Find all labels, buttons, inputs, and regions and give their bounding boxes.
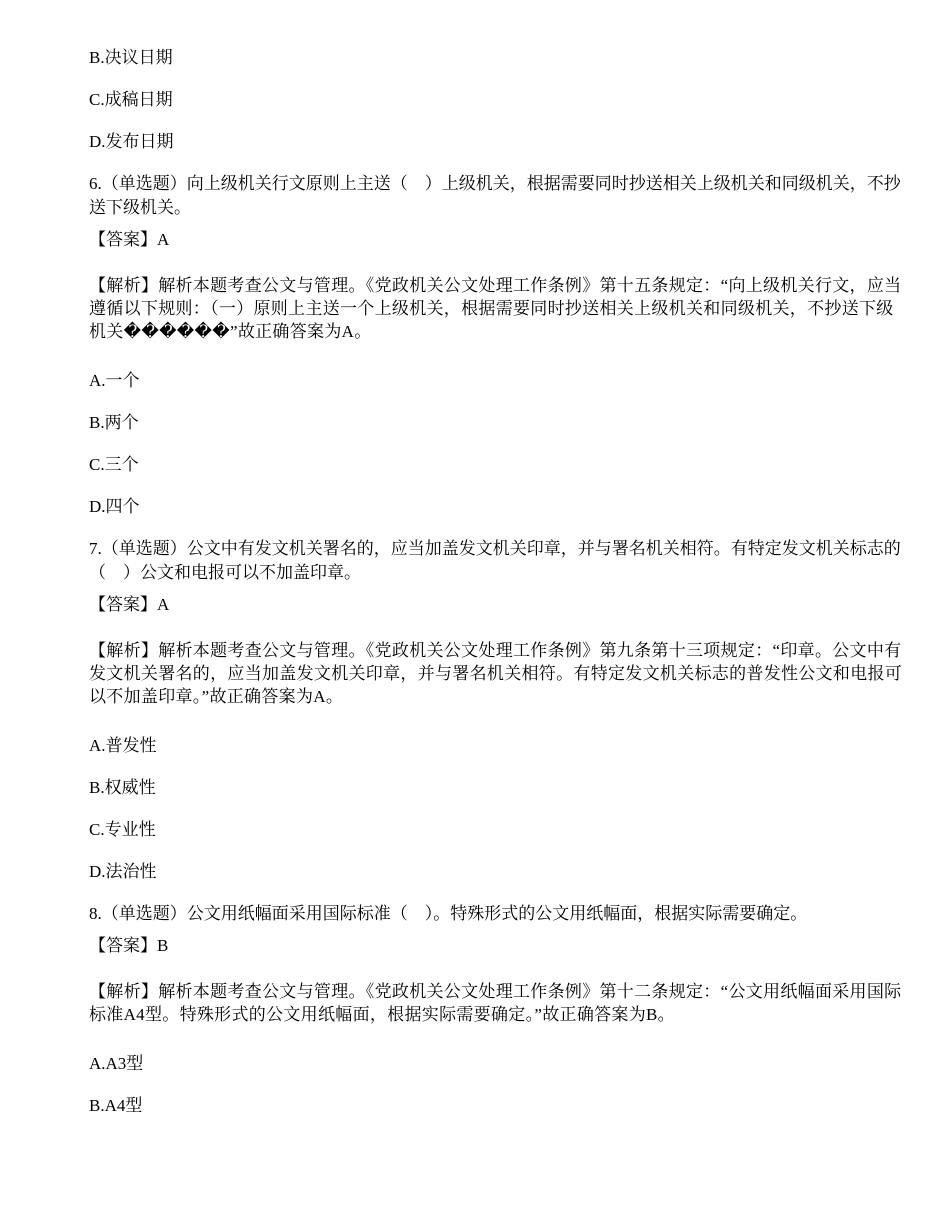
- question-8-option-a: A.A3型: [89, 1054, 144, 1073]
- question-6-option-c: C.三个: [89, 455, 139, 474]
- question-7-option-a: A.普发性: [89, 736, 157, 755]
- question-7-option-b: B.权威性: [89, 778, 156, 797]
- explanation-7: 【解析】解析本题考查公文与管理。《党政机关公文处理工作条例》第九条第十三项规定：“印章。公文中有发文机关署名的，应当加盖发文机关印章，并与署名机关相符。有特定发文机关标志的普发性公文和电报可以不加盖印章。”故正确答案为A。: [89, 641, 903, 706]
- explanation-8: 【解析】解析本题考查公文与管理。《党政机关公文处理工作条例》第十二条规定：“公文用纸幅面采用国际标准A4型。特殊形式的公文用纸幅面，根据实际需要确定。”故正确答案为B。: [89, 982, 902, 1024]
- question-6-option-b: B.两个: [89, 413, 139, 432]
- question-8: 8.（单选题）公文用纸幅面采用国际标准（ ）。特殊形式的公文用纸幅面，根据实际需要确定。: [89, 904, 808, 923]
- answer-8: 【答案】B: [89, 936, 169, 955]
- question-6: 6.（单选题）向上级机关行文原则上主送（ ）上级机关，根据需要同时抄送相关上级机关和同级机关，不抄送下级机关。: [89, 174, 901, 217]
- answer-6: 【答案】A: [89, 230, 170, 249]
- explanation-6: 【解析】解析本题考查公文与管理。《党政机关公文处理工作条例》第十五条规定：“向上级机关行文，应当遵循以下规则：（一）原则上主送一个上级机关，根据需要同时抄送相关上级机关和同级机关，不抄送下级机关������”故正确答案为A。: [89, 276, 902, 341]
- option-b-resolution-date: B.决议日期: [89, 48, 173, 67]
- document-page: [89, 46, 907, 1136]
- question-6-option-d: D.四个: [89, 497, 140, 516]
- option-c-draft-date: C.成稿日期: [89, 90, 173, 109]
- question-7: 7.（单选题）公文中有发文机关署名的，应当加盖发文机关印章，并与署名机关相符。有特定发文机关标志的（ ）公文和电报可以不加盖印章。: [89, 539, 901, 582]
- question-8-option-b: B.A4型: [89, 1096, 143, 1115]
- question-7-option-d: D.法治性: [89, 862, 157, 881]
- option-d-publish-date: D.发布日期: [89, 132, 174, 151]
- answer-7: 【答案】A: [89, 595, 170, 614]
- question-7-option-c: C.专业性: [89, 820, 156, 839]
- question-6-option-a: A.一个: [89, 371, 140, 390]
